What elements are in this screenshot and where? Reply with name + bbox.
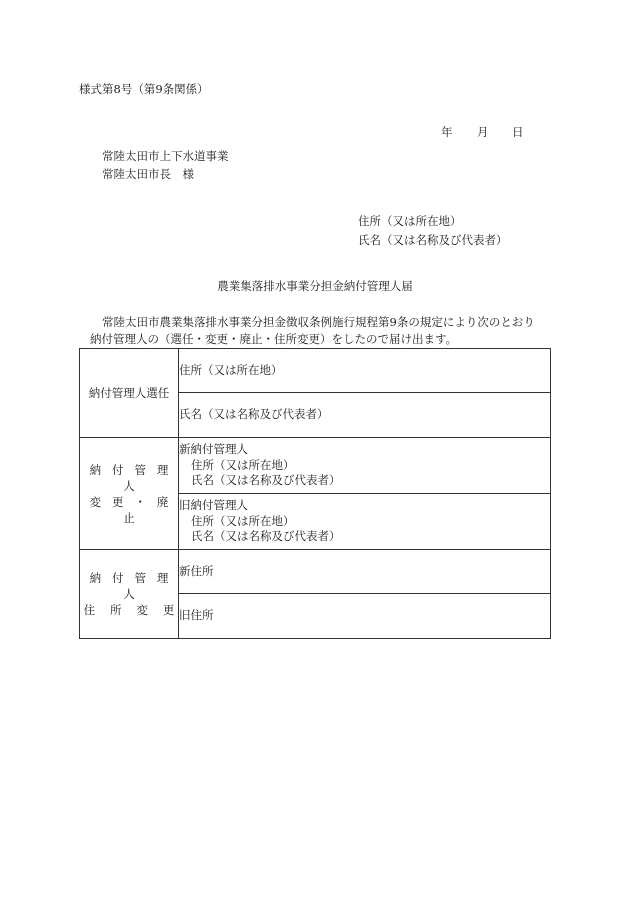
body-text-line-2: 納付管理人の（選任・変更・廃止・住所変更）をしたので届け出ます。: [90, 332, 458, 346]
change-new-row: [80, 438, 551, 494]
new-manager-name: 氏名（又は名称及び代表者）: [191, 473, 341, 488]
change-label: [80, 438, 179, 550]
form-number: 様式第8号（第9条関係）: [79, 82, 209, 96]
new-manager-address: 住所（又は所在地）: [191, 457, 295, 472]
applicant-address-label: 住所（又は所在地）: [358, 214, 462, 228]
document-title: 農業集落排水事業分担金納付管理人届: [217, 279, 413, 293]
address-change-new-row: [80, 550, 551, 594]
address-change-label-line-1: 納付管理人: [89, 571, 180, 601]
addressee-line-2: 常陸太田市長 様: [102, 167, 194, 181]
change-label-line-2: 変更・廃止: [89, 494, 180, 525]
applicant-name-label: 氏名（又は名称及び代表者）: [358, 233, 508, 247]
date-day: 日: [512, 125, 524, 139]
body-text-line-1: 常陸太田市農業集落排水事業分担金徴収条例施行規程第9条の規定により次のとおり: [102, 315, 535, 329]
change-new-manager-field[interactable]: [179, 438, 551, 494]
appointment-address-field[interactable]: 住所（又は所在地）: [179, 349, 551, 393]
change-old-manager-field[interactable]: [179, 494, 551, 550]
appointment-label: 納付管理人選任: [80, 349, 179, 438]
appointment-name-field[interactable]: 氏名（又は名称及び代表者）: [179, 393, 551, 438]
new-address-field[interactable]: 新住所: [179, 550, 551, 594]
appointment-address-row: [80, 349, 551, 393]
address-change-label-line-2: 住所変更: [83, 603, 190, 617]
old-manager-name: 氏名（又は名称及び代表者）: [191, 529, 341, 544]
form-table: [79, 348, 551, 639]
date-month: 月: [477, 125, 489, 139]
old-manager-header: 旧納付管理人: [179, 498, 248, 513]
date-year: 年: [441, 125, 453, 139]
old-address-field[interactable]: 旧住所: [179, 594, 551, 639]
new-manager-header: 新納付管理人: [179, 442, 248, 457]
address-change-label: [80, 550, 190, 639]
date-line: [441, 124, 531, 140]
old-manager-address: 住所（又は所在地）: [191, 513, 295, 528]
addressee-line-1: 常陸太田市上下水道事業: [102, 149, 229, 163]
change-label-line-1: 納付管理人: [89, 462, 180, 493]
